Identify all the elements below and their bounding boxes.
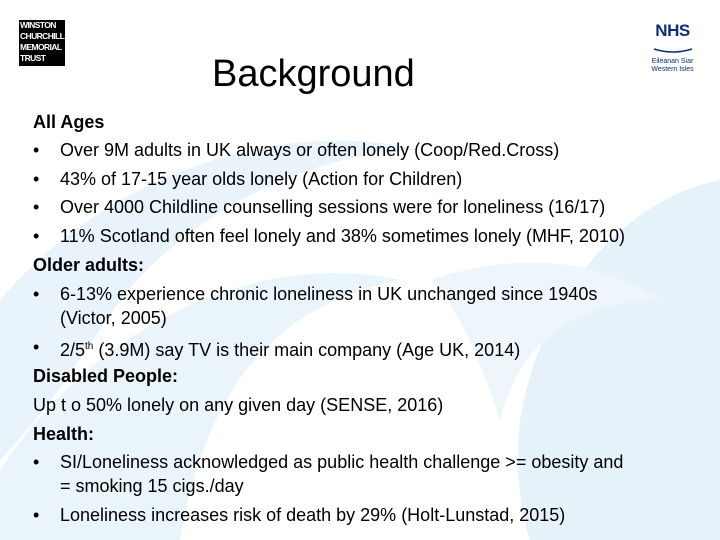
logo-text: MEMORIAL xyxy=(20,42,62,52)
logo-text: WINSTON xyxy=(20,20,56,30)
list-item-rest: (3.9M) say TV is their main company (Age UK, 2014) xyxy=(93,340,521,360)
nhs-western-isles-logo xyxy=(645,22,700,74)
bullet-icon: • xyxy=(33,505,40,525)
list-item-text: 11% Scotland often feel lonely and 38% sometimes lonely (MHF, 2010) xyxy=(60,226,625,246)
list-item-text: (Victor, 2005) xyxy=(60,308,167,328)
wave-icon xyxy=(653,47,693,53)
bullet-icon: • xyxy=(33,197,40,217)
bullet-icon: • xyxy=(33,140,40,160)
bullet-icon: • xyxy=(33,337,40,357)
section-heading: All Ages xyxy=(33,112,105,132)
logo-text: CHURCHILL xyxy=(20,31,65,41)
superscript: th xyxy=(85,341,94,352)
bullet-icon: • xyxy=(33,169,40,189)
paragraph: Up t o 50% lonely on any given day (SENSE, 2016) xyxy=(33,395,444,415)
nhs-mark: NHS xyxy=(655,21,690,40)
list-item-text: Over 4000 Childline counselling sessions were for loneliness (16/17) xyxy=(60,197,606,217)
fraction-text: 2/5 xyxy=(60,340,86,360)
section-heading: Health: xyxy=(33,424,95,444)
slide-title: Background xyxy=(212,53,415,95)
nhs-subtitle: Western Isles xyxy=(651,66,694,73)
bullet-icon: • xyxy=(33,226,40,246)
bullet-icon: • xyxy=(33,284,40,304)
logo-text: TRUST xyxy=(20,53,46,63)
list-item-text: 6-13% experience chronic loneliness in UK unchanged since 1940s xyxy=(60,284,598,304)
list-item-text: Over 9M adults in UK always or often lonely (Coop/Red.Cross) xyxy=(60,140,560,160)
list-item-text xyxy=(60,335,520,362)
list-item-text: = smoking 15 cigs./day xyxy=(60,476,244,496)
winston-churchill-memorial-trust-logo xyxy=(19,20,65,66)
list-item-text: SI/Loneliness acknowledged as public health challenge >= obesity and xyxy=(60,452,624,472)
list-item-text: 43% of 17-15 year olds lonely (Action for Children) xyxy=(60,169,463,189)
nhs-subtitle: Eileanan Siar xyxy=(651,58,694,65)
section-heading: Disabled People: xyxy=(33,366,179,386)
list-item-text: Loneliness increases risk of death by 29% (Holt-Lunstad, 2015) xyxy=(60,505,566,525)
bullet-icon: • xyxy=(33,452,40,472)
section-heading: Older adults: xyxy=(33,255,145,275)
